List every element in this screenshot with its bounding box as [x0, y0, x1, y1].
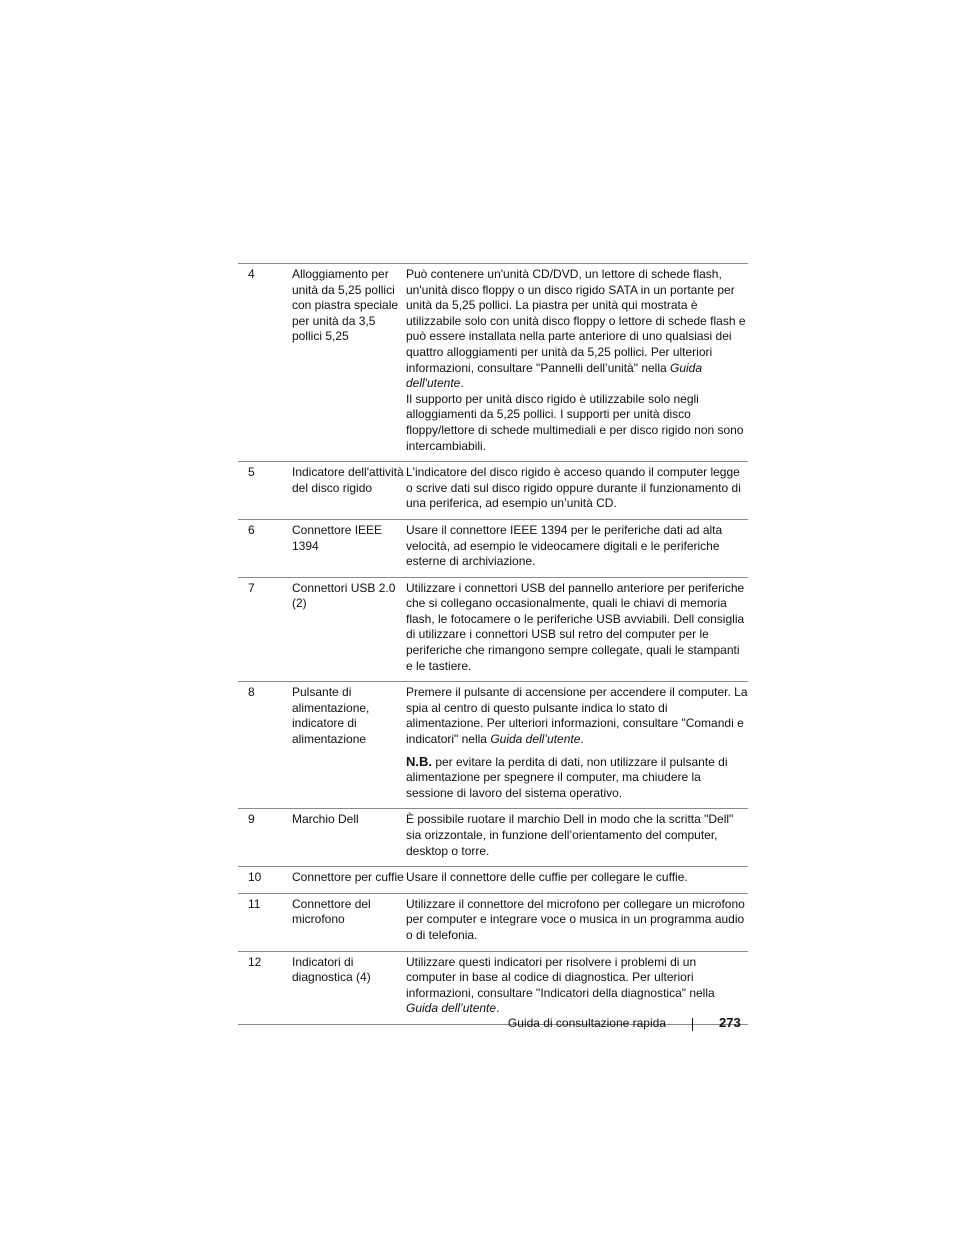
description-text: Premere il pulsante di accensione per accendere il computer. La spia al centro di questo pulsante indica lo stato di alimentazione. Per ulteriori informazioni, consultare "Comandi e indicatori" nella	[406, 685, 748, 747]
row-number: 12	[248, 954, 262, 969]
description-text: Utilizzare questi indicatori per risolvere i problemi di un computer in base al codice di diagnostica. Per ulteriori informazioni, consultare "Indicatori della diagnostica" nella	[406, 954, 715, 1000]
component-table	[238, 263, 748, 1025]
component-description: Usare il connettore IEEE 1394 per le periferiche dati ad alta velocità, ad esempio le videocamere digitali e le periferiche esterne di archiviazione.	[406, 522, 723, 569]
component-description	[406, 951, 748, 1024]
table-row	[238, 893, 748, 951]
component-description	[406, 264, 748, 462]
footer-title: Guida di consultazione rapida	[507, 1016, 666, 1030]
note-text: per evitare la perdita di dati, non utilizzare il pulsante di alimentazione per spegnere il computer, ma chiudere la sessione di lavoro del sistema operativo.	[406, 754, 728, 800]
table-row	[238, 682, 748, 809]
description-paragraph	[406, 955, 748, 1017]
component-description: L'indicatore del disco rigido è acceso quando il computer legge o scrive dati sul disco rigido oppure durante il funzionamento di una periferica, ad esempio un’unità CD.	[406, 465, 741, 511]
guide-reference: Guida dell’utente	[406, 1001, 497, 1016]
table-row	[238, 264, 748, 462]
component-name: Connettori USB 2.0 (2)	[292, 580, 396, 611]
component-name: Connettore del microfono	[292, 896, 371, 927]
component-description: Utilizzare il connettore del microfono per collegare un microfono per computer e integrare voce o musica in un programma audio o di telefonia.	[406, 896, 745, 942]
page-number: 273	[719, 1015, 741, 1030]
row-number: 6	[248, 522, 255, 537]
row-number: 8	[248, 685, 255, 700]
row-number: 7	[248, 580, 255, 595]
description-paragraph	[406, 267, 748, 392]
guide-reference: Guida dell'utente	[406, 360, 703, 391]
page-footer	[0, 1016, 954, 1036]
table-row	[238, 867, 748, 894]
component-name: Marchio Dell	[292, 812, 359, 827]
table-row	[238, 577, 748, 682]
description-text: Può contenere un'unità CD/DVD, un lettore di schede flash, un'unità disco floppy o un disco rigido SATA in un portante per unità da 5,25 pollici. La piastra per unità qui mostrata è utilizzabile solo con unità disco floppy o lettore di schede flash e può essere installata nella parte anteriore di uno qualsiasi dei quattro alloggiamenti per unità da 5,25 pollici. Per ulteriori informazioni, consultare "Pannelli dell’unità" nella	[406, 267, 746, 375]
component-name: Pulsante di alimentazione, indicatore di alimentazione	[292, 685, 370, 747]
note-paragraph	[406, 754, 748, 802]
description-text-end: .	[460, 376, 464, 391]
table-row	[238, 462, 748, 520]
row-number: 11	[248, 896, 261, 911]
component-name: Alloggiamento per unità da 5,25 pollici con piastra speciale per unità da 3,5 pollici 5,25	[292, 267, 399, 344]
description-paragraph-2: Il supporto per unità disco rigido è utilizzabile solo negli alloggiamenti da 5,25 pollici. I supporti per unità disco floppy/lettore di schede multimediali e per disco rigido non sono intercambiabili.	[406, 391, 744, 453]
table-row	[238, 951, 748, 1024]
footer-separator	[692, 1018, 693, 1031]
component-name: Indicatore dell'attività del disco rigido	[292, 465, 404, 495]
component-description: È possibile ruotare il marchio Dell in modo che la scritta "Dell" sia orizzontale, in funzione dell’orientamento del computer, desktop o torre.	[406, 812, 734, 858]
table-row	[238, 809, 748, 867]
note-label: N.B.	[406, 753, 432, 769]
description-paragraph	[406, 685, 748, 747]
row-number: 9	[248, 812, 255, 827]
guide-reference: Guida dell’utente	[490, 732, 581, 747]
component-description	[406, 682, 748, 809]
table-row	[238, 519, 748, 577]
component-name: Connettore per cuffie	[292, 870, 404, 885]
component-name: Connettore IEEE 1394	[292, 522, 383, 553]
row-number: 4	[248, 267, 255, 281]
description-text-end: .	[580, 732, 584, 747]
row-number: 5	[248, 465, 255, 480]
description-text-end: .	[496, 1001, 500, 1016]
component-description: Usare il connettore delle cuffie per collegare le cuffie.	[406, 870, 688, 885]
component-description: Utilizzare i connettori USB del pannello anteriore per periferiche che si collegano occasionalmente, quali le chiavi di memoria flash, le fotocamere o le periferiche USB avviabili. Dell consiglia di utilizzare i connettori USB sul retro del computer per le periferiche che rimangono sempre collegate, quali le stampanti e le tastiere.	[406, 580, 745, 673]
component-name: Indicatori di diagnostica (4)	[292, 954, 371, 985]
row-number: 10	[248, 870, 262, 885]
